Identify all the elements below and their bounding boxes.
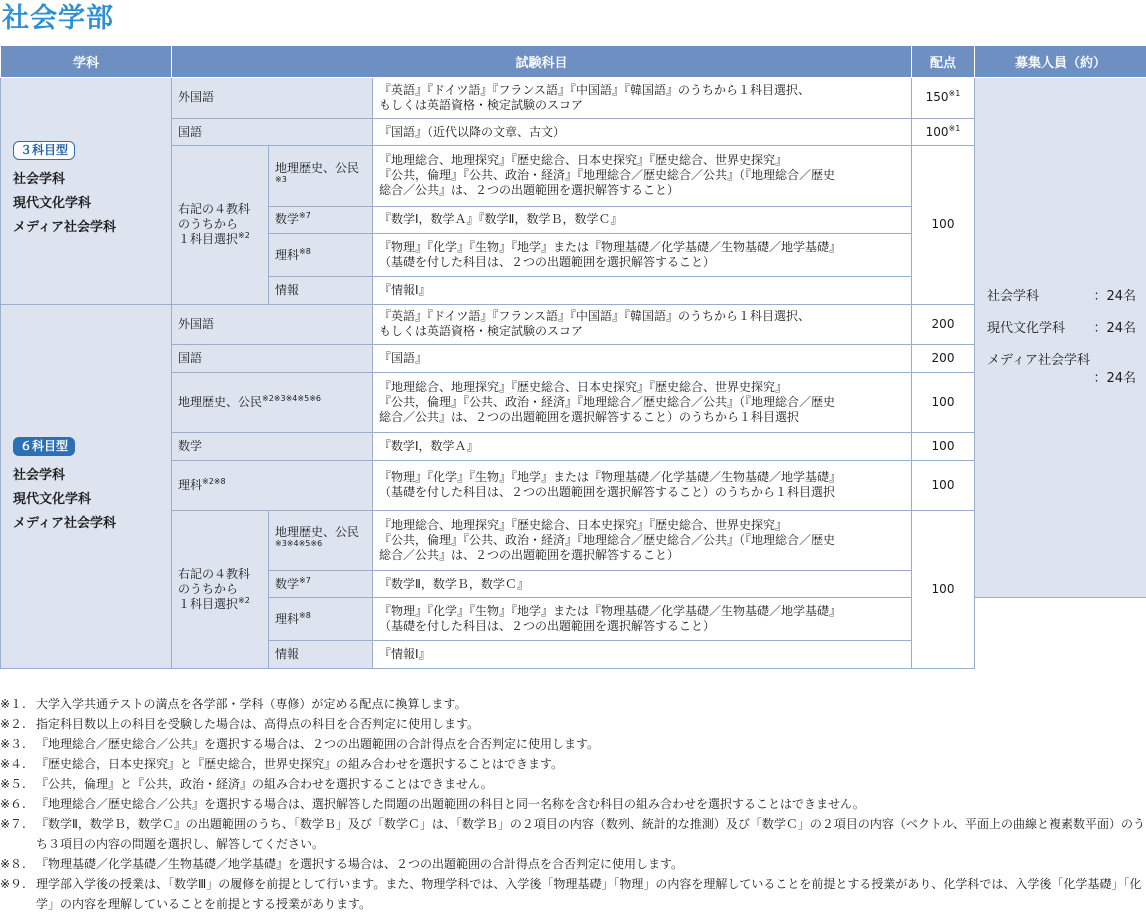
table-row: [1, 118, 1146, 146]
department-name: 現代文化学科: [13, 491, 92, 507]
subject-detail: 『数学Ⅰ，数学Ａ』『数学Ⅱ，数学Ｂ，数学Ｃ』: [373, 206, 912, 234]
choice-group-label: [172, 146, 269, 304]
footnote-mark: ※２.: [0, 717, 26, 731]
points-value: 100: [912, 146, 975, 304]
subject-detail: 『数学Ⅱ，数学Ｂ，数学Ｃ』: [373, 570, 912, 598]
subject-detail: 『物理』『化学』『生物』『地学』または『物理基礎／化学基礎／生物基礎／地学基礎』 （基礎を付した科目は、２つの出題範囲を選択解答すること）: [373, 234, 912, 277]
footnote-mark: ※３.: [0, 737, 26, 751]
sub-subject-name: 地理歴史、公民: [275, 525, 360, 540]
footnote-ref: ※2: [238, 231, 250, 241]
subject-detail: 『物理』『化学』『生物』『地学』または『物理基礎／化学基礎／生物基礎／地学基礎』 （基礎を付した科目は、２つの出題範囲を選択解答すること）のうちから１科目選択: [373, 460, 912, 510]
department-name: メディア社会学科: [13, 515, 116, 531]
footnote-mark: ※７.: [0, 817, 26, 831]
points-value: 100: [925, 124, 949, 139]
header-subjects: 試験科目: [172, 46, 912, 78]
footnote-text: 『公共，倫理』と『公共，政治・経済』の組み合わせを選択することはできません。: [36, 777, 493, 791]
recruitment-item: [987, 320, 1136, 338]
footnote-mark: ※４.: [0, 757, 26, 771]
footnote-ref: ※7: [299, 575, 311, 585]
sub-subject-name: 数学: [275, 576, 300, 591]
subject-label: 外国語: [172, 78, 373, 119]
subject-label: 数学: [172, 433, 373, 461]
department-name: 社会学科: [13, 467, 66, 483]
footnote: [0, 794, 1146, 814]
subject-detail: 『物理』『化学』『生物』『地学』または『物理基礎／化学基礎／生物基礎／地学基礎』 （基礎を付した科目は、２つの出題範囲を選択解答すること）: [373, 598, 912, 641]
sub-subject-label: [269, 598, 373, 641]
footnote: [0, 874, 1146, 914]
sub-subject-label: [269, 510, 373, 570]
points-value: 150: [925, 90, 949, 105]
points-value: 200: [912, 304, 975, 345]
recruitment-count: ：24名: [1093, 320, 1136, 336]
header-recruitment: 募集人員（約）: [975, 46, 1146, 78]
subject-detail: 『情報Ⅰ』: [373, 277, 912, 305]
footnote: [0, 714, 1146, 734]
department-name: メディア社会学科: [13, 220, 116, 236]
sub-subject-label: [269, 146, 373, 206]
department-cell-type3: [1, 78, 172, 305]
exam-subjects-table: [0, 45, 1146, 669]
points-value: 100: [912, 460, 975, 510]
footnote: [0, 774, 1146, 794]
footnote-text: 『地理総合／歴史総合／公共』を選択する場合は、選択解答した問題の出題範囲の科目と同一名称を含む科目の組み合わせを選択することはできません。: [36, 797, 865, 811]
recruitment-item: [987, 288, 1136, 306]
footnote-mark: ※１.: [0, 697, 26, 711]
footnote-ref: ※3※4※5※6: [275, 539, 323, 549]
footnote-ref: ※1: [948, 89, 961, 99]
footnote: [0, 814, 1146, 854]
footnote-ref: ※1: [948, 123, 961, 133]
footnote-text: 『数学Ⅱ，数学Ｂ，数学Ｃ』の出題範囲のうち、「数学Ｂ」及び「数学Ｃ」は、「数学Ｂ」の２項目の内容（数列、統計的な推測）及び「数学Ｃ」の２項目の内容（ベクトル、平面上の曲線と複素数平面）のうち３項目の内容の問題を選択し、解答してください。: [36, 817, 1145, 851]
footnote-text: 大学入学共通テストの満点を各学部・学科（専修）が定める配点に換算します。: [36, 697, 467, 711]
subject-detail: 『情報Ⅰ』: [373, 641, 912, 669]
sub-subject-name: 情報: [275, 282, 300, 297]
sub-subject-label: [269, 234, 373, 277]
recruitment-dept: 現代文化学科: [987, 320, 1066, 336]
sub-subject-name: 情報: [275, 647, 300, 662]
choice-group-text: 右記の４教科 のうちから １科目選択: [178, 202, 251, 247]
subject-detail: 『国語』: [373, 345, 912, 373]
subject-detail: 『英語』『ドイツ語』『フランス語』『中国語』『韓国語』のうちから１科目選択、 もしくは英語資格・検定試験のスコア: [373, 78, 912, 119]
footnote: [0, 734, 1146, 754]
footnote-ref: ※2※8: [202, 476, 226, 486]
table-row: [1, 510, 1146, 570]
table-row: [1, 372, 1146, 432]
sub-subject-label: [269, 277, 373, 305]
subject-detail: 『数学Ⅰ，数学Ａ』: [373, 433, 912, 461]
footnote-text: 『地理総合／歴史総合／公共』を選択する場合は、２つの出題範囲の合計得点を合否判定に使用します。: [36, 737, 600, 751]
department-cell-type6: [1, 304, 172, 668]
subject-label: [172, 460, 373, 510]
recruitment-count: ：24名: [1093, 288, 1136, 304]
choice-group-label: [172, 510, 269, 668]
footnote: [0, 854, 1146, 874]
footnote-text: 『歴史総合，日本史探究』と『歴史総合，世界史探究』の組み合わせを選択することはできます。: [36, 757, 564, 771]
points-value: 100: [912, 433, 975, 461]
subject-detail: 『国語』（近代以降の文章、古文）: [373, 118, 912, 146]
subject-detail: 『地理総合、地理探究』『歴史総合、日本史探究』『歴史総合、世界史探究』 『公共，倫理』『公共、政治・経済』『地理総合／歴史総合／公共』（『地理総合／歴史 総合／公共』は、２つの出題範囲を選択解答すること）: [373, 146, 912, 206]
footnote-text: 『物理基礎／化学基礎／生物基礎／地学基礎』を選択する場合は、２つの出題範囲の合計得点を合否判定に使用します。: [36, 857, 684, 871]
footnote-mark: ※６.: [0, 797, 26, 811]
table-row: [1, 345, 1146, 373]
sub-subject-label: [269, 641, 373, 669]
footnote-ref: ※7: [299, 211, 311, 221]
recruitment-dept: メディア社会学科: [987, 352, 1090, 368]
header-department: 学科: [1, 46, 172, 78]
points-value: 100: [912, 510, 975, 668]
page-title: 社会学部: [2, 3, 114, 34]
department-name: 現代文化学科: [13, 196, 92, 212]
footnote-mark: ※９.: [0, 877, 26, 891]
recruitment-item: [987, 352, 1136, 388]
footnote-text: 理学部入学後の授業は、「数学Ⅲ」の履修を前提として行います。また、物理学科では、入学後「物理基礎」「物理」の内容を理解していることを前提とする授業があり、化学科では、入学後「化学基礎」「化学」の内容を理解していることを前提とする授業があります。: [36, 877, 1142, 911]
footnote-ref: ※8: [299, 610, 311, 620]
sub-subject-label: [269, 570, 373, 598]
footnote-ref: ※2※3※4※5※6: [262, 394, 321, 404]
footnote-ref: ※8: [299, 246, 311, 256]
subject-label: 国語: [172, 345, 373, 373]
choice-group-text: 右記の４教科 のうちから １科目選択: [178, 566, 251, 611]
subject-detail: 『地理総合、地理探究』『歴史総合、日本史探究』『歴史総合、世界史探究』 『公共，倫理』『公共、政治・経済』『地理総合／歴史総合／公共』（『地理総合／歴史 総合／公共』は、２つの出題範囲を選択解答すること）: [373, 510, 912, 570]
table-row: [1, 304, 1146, 345]
header-points: 配点: [912, 46, 975, 78]
exam-type-badge: ３科目型: [13, 141, 75, 160]
footnote: [0, 754, 1146, 774]
exam-type-badge: ６科目型: [13, 437, 75, 456]
sub-subject-name: 理科: [275, 611, 300, 626]
table-row: [1, 146, 1146, 206]
footnote: [0, 694, 1146, 714]
points-cell: [912, 118, 975, 146]
points-value: 100: [912, 372, 975, 432]
subject-name: 理科: [178, 477, 203, 492]
footnotes: [0, 694, 1146, 914]
sub-subject-name: 数学: [275, 212, 300, 227]
points-value: 200: [912, 345, 975, 373]
table-row: [1, 78, 1146, 119]
footnote-mark: ※８.: [0, 857, 26, 871]
table-row: [1, 433, 1146, 461]
sub-subject-label: [269, 206, 373, 234]
table-header-row: [1, 46, 1146, 78]
subject-label: [172, 372, 373, 432]
table-row: [1, 460, 1146, 510]
subject-label: 国語: [172, 118, 373, 146]
recruitment-dept: 社会学科: [987, 288, 1040, 304]
sub-subject-name: 理科: [275, 247, 300, 262]
subject-detail: 『英語』『ドイツ語』『フランス語』『中国語』『韓国語』のうちから１科目選択、 もしくは英語資格・検定試験のスコア: [373, 304, 912, 345]
points-cell: [912, 78, 975, 119]
footnote-text: 指定科目数以上の科目を受験した場合は、高得点の科目を合否判定に使用します。: [36, 717, 480, 731]
subject-detail: 『地理総合、地理探究』『歴史総合、日本史探究』『歴史総合、世界史探究』 『公共，倫理』『公共、政治・経済』『地理総合／歴史総合／公共』（『地理総合／歴史 総合／公共』は、２つの出題範囲を選択解答すること）のうちから１科目選択: [373, 372, 912, 432]
footnote-ref: ※3: [275, 174, 287, 184]
recruitment-cell: [975, 78, 1146, 598]
subject-name: 地理歴史、公民: [178, 395, 263, 410]
department-name: 社会学科: [13, 172, 66, 188]
footnote-mark: ※５.: [0, 777, 26, 791]
subject-label: 外国語: [172, 304, 373, 345]
footnote-ref: ※2: [238, 595, 250, 605]
sub-subject-name: 地理歴史、公民: [275, 160, 360, 175]
recruitment-count: ：24名: [1093, 370, 1136, 386]
